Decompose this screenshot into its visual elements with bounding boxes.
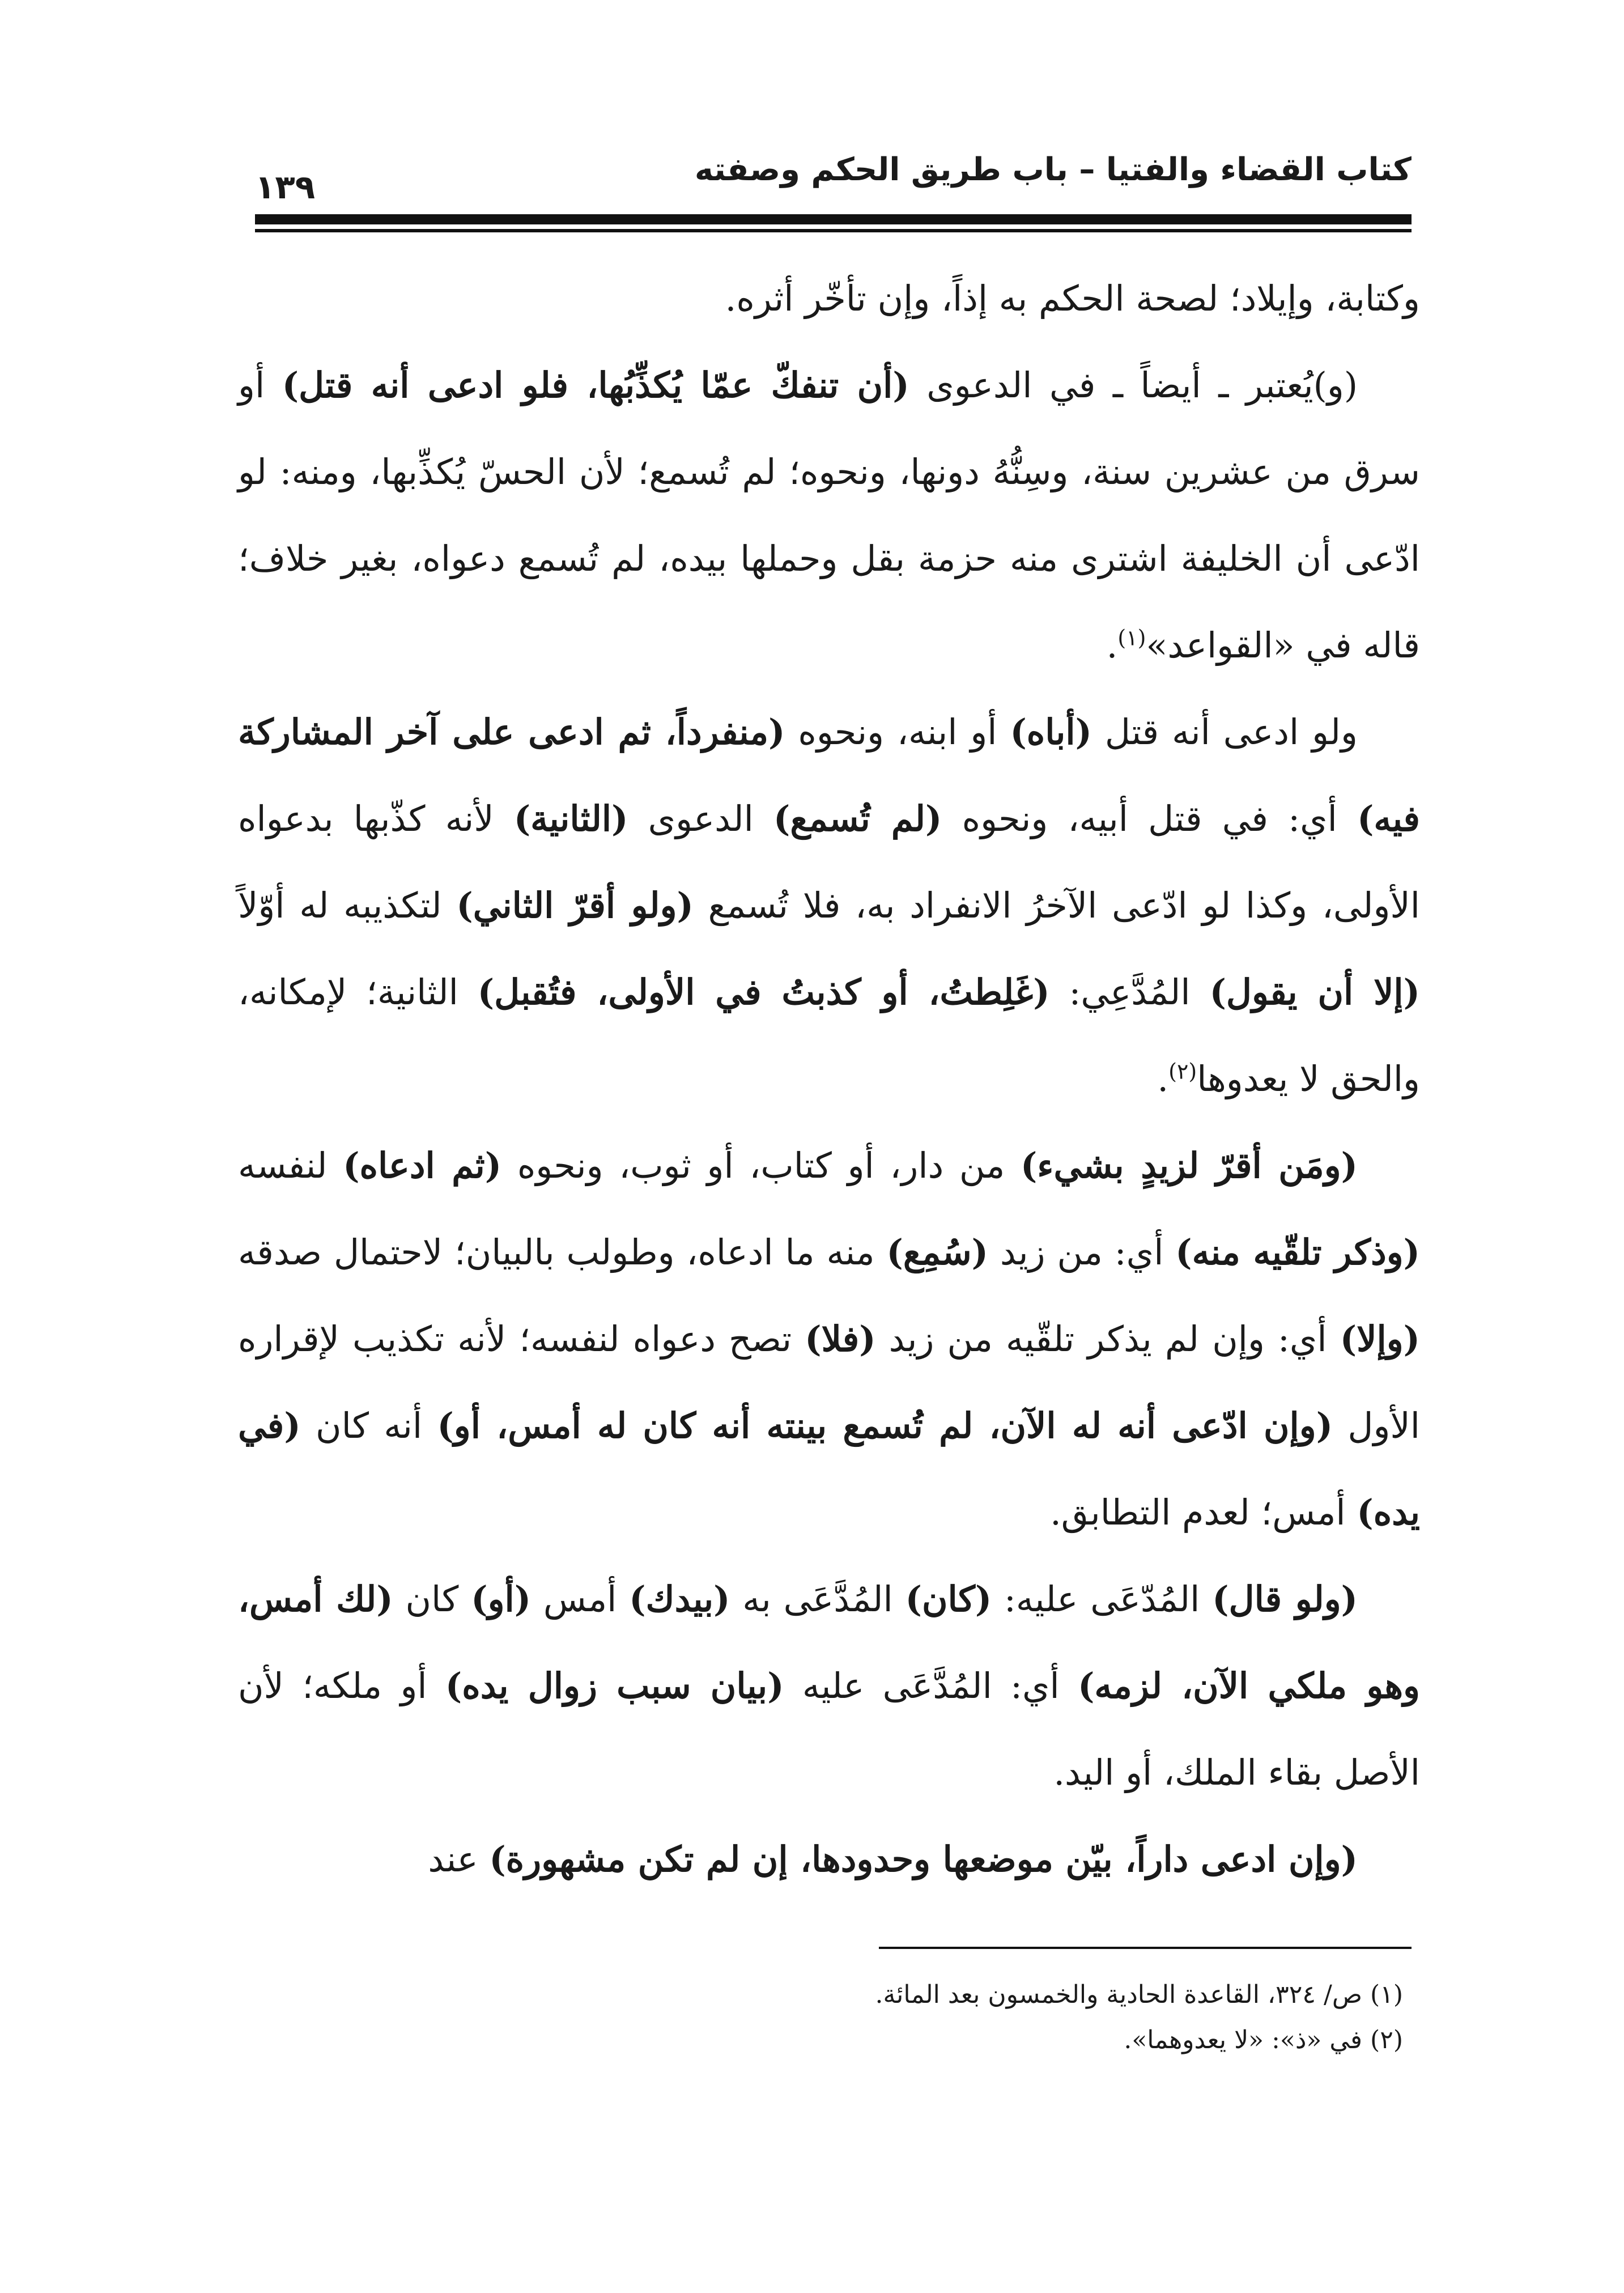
sharh-text: أمس؛ لعدم التطابق. [1050, 1492, 1357, 1533]
footnote-2: (٢) في «ذ»: «لا يعدوهما». [1124, 2026, 1403, 2054]
paragraph [238, 1556, 1420, 1816]
matn-text: (لم تُسمع) [773, 798, 942, 839]
sharh-text: لتكذيبه له أوّلاً [238, 885, 457, 926]
footnote-marker: (٢) [1168, 1059, 1197, 1084]
page-number: ١٣٩ [255, 168, 316, 206]
sharh-text: أي: من زيد [988, 1232, 1176, 1273]
matn-text: (سُمِع) [886, 1232, 988, 1273]
paragraph [238, 1122, 1420, 1556]
sharh-text: كان [393, 1578, 471, 1620]
matn-text: (في يده) [238, 1405, 1420, 1533]
sharh-text: أي: وإن لم يذكر تلقّيه من زيد [875, 1318, 1340, 1360]
sharh-text: تصح دعواه لنفسه؛ لأنه تكذيب لإقراره الأول [238, 1318, 1420, 1446]
header-rule-thick [255, 214, 1412, 224]
sharh-text: عند [428, 1838, 490, 1880]
sharh-text: . [1157, 1058, 1169, 1099]
sharh-text: الدعوى [628, 798, 774, 839]
matn-text: (فلا) [805, 1318, 876, 1360]
matn-text: (منفرداً، ثم ادعى على آخر المشاركة فيه) [238, 711, 1420, 839]
sharh-text: منه ما ادعاه، وطولب بالبيان؛ لاحتمال صدقه [238, 1232, 887, 1273]
sharh-text: وكتابة، وإيلاد؛ لصحة الحكم به إذاً، وإن تأخّر أثره. [725, 278, 1420, 319]
sharh-text: المُدّعَى عليه: [992, 1578, 1213, 1620]
matn-text: (إلا أن يقول) [1209, 971, 1420, 1013]
matn-text: (وإلا) [1340, 1318, 1420, 1360]
matn-text: (كان) [905, 1578, 992, 1620]
footnote-separator [879, 1947, 1412, 1949]
matn-text: (وذكر تلقّيه منه) [1175, 1232, 1421, 1273]
matn-text: (بيان سبب زوال يده) [445, 1665, 784, 1706]
sharh-text: أو سرق من عشرين سنة، وسِنُّهُ دونها، ونحوه؛ لم تُسمع؛ لأن الحسّ يُكذِّبها، ومنه: لو ادّعى أن الخليفة اشترى منه حزمة بقل وحملها بيده، لم تُسمع دعواه، بغير خلاف؛ قاله في «القواعد» [238, 364, 1420, 666]
chapter-title: كتاب القضاء والفتيا – باب طريق الحكم وصفته [694, 151, 1412, 188]
matn-text: (بيدك) [629, 1578, 730, 1620]
running-header [255, 142, 1412, 204]
sharh-text: الثانية؛ لإمكانه، والحق لا يعدوها [238, 971, 1420, 1099]
sharh-text: أمس [531, 1578, 630, 1620]
matn-text: (غَلِطتُ، أو كذبتُ في الأولى، فتُقبل) [477, 971, 1050, 1013]
matn-text: (الثانية) [513, 798, 628, 839]
matn-text: (لك أمس، وهو ملكي الآن، لزمه) [238, 1578, 1420, 1706]
sharh-text: أنه كان [300, 1405, 437, 1446]
sharh-text: أو ملكه؛ لأن الأصل بقاء الملك، أو اليد. [238, 1665, 1420, 1793]
matn-text: (أن تنفكّ عمّا يُكذِّبُها، فلو ادعى أنه قتل) [282, 364, 909, 406]
matn-text: (وإن ادّعى أنه له الآن، لم تُسمع بينته أنه كان له أمس، أو) [437, 1405, 1333, 1446]
sharh-text: (و)يُعتبر ـ أيضاً ـ في الدعوى [909, 364, 1358, 406]
sharh-text: من دار، أو كتاب، أو ثوب، ونحوه [501, 1145, 1021, 1186]
paragraph [238, 255, 1420, 342]
footnote-marker: (١) [1117, 625, 1146, 651]
main-text [238, 255, 1420, 1903]
matn-text: (ومَن أقرّ لزيدٍ بشيء) [1020, 1145, 1358, 1186]
footnote-1: (١) ص/ ٣٢٤، القاعدة الحادية والخمسون بعد المائة. [875, 1980, 1403, 2009]
paragraph [238, 1816, 1420, 1903]
sharh-text: لأنه كذّبها بدعواه الأولى، وكذا لو ادّعى الآخرُ الانفراد به، فلا تُسمع [238, 798, 1421, 926]
matn-text: (ولو قال) [1212, 1578, 1358, 1620]
paragraph [238, 342, 1420, 689]
matn-text: (أو) [471, 1578, 532, 1620]
matn-text: (أباه) [1010, 711, 1092, 753]
footnotes [238, 1972, 1403, 2063]
header-rule-thin [255, 229, 1412, 232]
matn-text: (ولو أقرّ الثاني) [456, 885, 694, 926]
sharh-text: لنفسه [238, 1145, 343, 1186]
paragraph [238, 689, 1420, 1122]
sharh-text: أي: المُدَّعَى عليه [784, 1665, 1078, 1706]
sharh-text: المُدَّعِي: [1049, 971, 1210, 1013]
matn-text: (ثم ادعاه) [343, 1145, 502, 1186]
sharh-text: أي: في قتل أبيه، ونحوه [942, 798, 1358, 839]
matn-text: (وإن ادعى داراً، بيّن موضعها وحدودها، إن لم تكن مشهورة) [489, 1838, 1358, 1880]
sharh-text: أو ابنه، ونحوه [785, 711, 1010, 753]
sharh-text: ولو ادعى أنه قتل [1091, 711, 1358, 753]
sharh-text: المُدَّعَى به [730, 1578, 905, 1620]
sharh-text: . [1106, 625, 1118, 666]
